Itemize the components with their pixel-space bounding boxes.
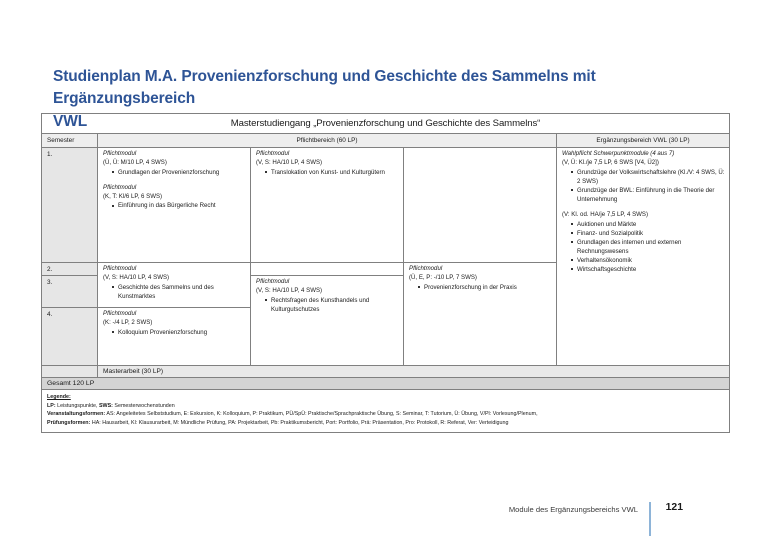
gesamt-row xyxy=(42,378,730,390)
cell-sem3-col2 xyxy=(251,276,404,366)
legend-label-lp: LP: xyxy=(47,402,56,409)
module-group xyxy=(256,278,399,314)
footer-section-label: Module des Ergänzungsbereichs VWL xyxy=(508,505,638,514)
list-item: Wirtschaftsgeschichte xyxy=(571,265,725,274)
study-plan-table xyxy=(41,113,730,433)
table-row xyxy=(42,148,730,263)
module-item-list xyxy=(103,328,246,337)
cell-sem1-col2 xyxy=(251,148,404,263)
legend-heading: Legende: xyxy=(47,394,71,400)
module-code: (V, Ü: Kl./je 7,5 LP, 6 SWS [V4, Ü2]) xyxy=(562,158,659,166)
module-group xyxy=(409,265,552,292)
module-item-list xyxy=(256,296,399,314)
semester-blank-cell xyxy=(42,366,98,378)
legend-text-sws: Semesterwochenstunden xyxy=(112,402,175,409)
semester-label-3: 3. xyxy=(42,276,98,308)
module-item-list xyxy=(562,220,725,274)
table-header-row xyxy=(42,134,730,148)
cell-sem4-col1 xyxy=(98,308,251,366)
module-code: (V, S: HA/10 LP, 4 SWS) xyxy=(256,158,323,166)
legend-line-veranstaltungsformen xyxy=(47,410,724,419)
module-group xyxy=(562,150,725,204)
legend-label-veranstaltungsformen: Veranstaltungsformen: xyxy=(47,411,106,418)
module-group xyxy=(103,150,246,177)
legend-row xyxy=(42,390,730,433)
module-group xyxy=(103,184,246,211)
module-group xyxy=(562,211,725,274)
module-code: (Ü, Ü: M/10 LP, 4 SWS) xyxy=(103,158,167,166)
module-title: Pflichtmodul xyxy=(103,265,137,272)
list-item: Geschichte des Sammelns und des Kunstmarktes xyxy=(112,283,246,301)
module-item-list xyxy=(256,168,399,177)
list-item: Auktionen und Märkte xyxy=(571,220,725,229)
table-banner-row xyxy=(42,114,730,134)
study-plan-table-wrapper xyxy=(41,113,729,433)
list-item: Grundlagen des internen und externen Rechnungswesens xyxy=(571,238,725,256)
module-code: (Ü, E, P: -/10 LP, 7 SWS) xyxy=(409,273,477,281)
semester-label-4: 4. xyxy=(42,308,98,366)
column-header-pflichtbereich: Pflichtbereich (60 LP) xyxy=(98,134,557,148)
semester-label-2: 2. xyxy=(42,263,98,276)
module-item-list xyxy=(103,283,246,301)
module-title: Pflichtmodul xyxy=(103,310,137,317)
list-item: Kolloquium Provenienzforschung xyxy=(112,328,246,337)
module-code: (V, S: HA/10 LP, 4 SWS) xyxy=(256,286,323,294)
page-title-line2: VWL xyxy=(53,112,88,130)
cell-sem2-col2 xyxy=(251,263,404,276)
module-title: Wahlpflicht Schwerpunktmodule (4 aus 7) xyxy=(562,150,675,157)
module-item-list xyxy=(562,168,725,204)
list-item: Grundzüge der BWL: Einführung in die Theorie der Unternehmung xyxy=(571,186,725,204)
module-code: (K: -/4 LP, 2 SWS) xyxy=(103,318,153,326)
module-title: Pflichtmodul xyxy=(256,278,290,285)
legend-text-veranstaltungsformen: AS: Angeleitetes Selbststudium, E: Exkursion, K: Kolloquium, P: Praktikum, PÜ/SpÜ: Praktische/Sprachpraktische Übung, S: Seminar, T: Tutorium, Ü: Übung, V/Pl: Vorlesung/Plenum, xyxy=(105,411,538,418)
module-item-list xyxy=(409,283,552,292)
legend-line-abbrev xyxy=(47,402,724,411)
gesamt-label: Gesamt 120 LP xyxy=(42,378,730,390)
module-group xyxy=(256,150,399,177)
legend-text-pruefungsformen: HA: Hausarbeit, Kl: Klausurarbeit, M: Mündliche Prüfung, PA: Projektarbeit, Pb: Praktikumsbericht, Port: Portfolio, Prä: Präsentation, Pro: Protokoll, R: Referat, Ver: Verteidigung xyxy=(90,419,509,426)
list-item: Provenienzforschung in der Praxis xyxy=(418,283,552,292)
list-item: Grundzüge der Volkswirtschaftslehre (Kl./V: 4 SWS, Ü: 2 SWS) xyxy=(571,168,725,186)
page-title-line1: Studienplan M.A. Provenienzforschung und Geschichte des Sammelns mit Ergänzungsbereich xyxy=(53,68,596,108)
module-title: Pflichtmodul xyxy=(409,265,443,272)
module-title: Pflichtmodul xyxy=(256,150,290,157)
semester-label-1: 1. xyxy=(42,148,98,263)
footer-divider xyxy=(649,502,651,536)
module-title: Pflichtmodul xyxy=(103,150,137,157)
legend-line-pruefungsformen xyxy=(47,419,724,428)
module-group xyxy=(103,265,246,301)
cell-sem2-col3 xyxy=(404,263,557,366)
masterarbeit-label: Masterarbeit (30 LP) xyxy=(98,366,730,378)
list-item: Rechtsfragen des Kunsthandels und Kulturgutschutzes xyxy=(265,296,399,314)
module-item-list xyxy=(103,168,246,177)
list-item: Finanz- und Sozialpolitik xyxy=(571,229,725,238)
cell-vwl-ergaenzungsbereich xyxy=(557,148,730,366)
list-item: Verhaltensökonomik xyxy=(571,256,725,265)
page-footer xyxy=(0,500,768,532)
legend-text-lp: Leistungspunkte, xyxy=(55,402,99,409)
list-item: Grundlagen der Provenienzforschung xyxy=(112,168,246,177)
cell-sem1-col1 xyxy=(98,148,251,263)
module-code: (V, S: HA/10 LP, 4 SWS) xyxy=(103,273,170,281)
module-code: (V: Kl. od. HA/je 7,5 LP, 4 SWS) xyxy=(562,210,649,218)
module-code: (K, T: Kl/6 LP, 6 SWS) xyxy=(103,192,163,200)
module-group xyxy=(103,310,246,337)
column-header-ergaenzungsbereich: Ergänzungsbereich VWL (30 LP) xyxy=(557,134,730,148)
cell-sem1-col3 xyxy=(404,148,557,263)
module-title: Pflichtmodul xyxy=(103,183,137,191)
cell-sem2-col1 xyxy=(98,263,251,308)
legend-block xyxy=(42,390,730,433)
list-item: Einführung in das Bürgerliche Recht xyxy=(112,201,246,210)
footer-page-number: 121 xyxy=(665,502,683,513)
legend-label-sws: SWS: xyxy=(98,402,113,409)
list-item: Translokation von Kunst- und Kulturgütern xyxy=(265,168,399,177)
module-item-list xyxy=(103,201,246,210)
column-header-semester: Semester xyxy=(42,134,98,148)
table-banner: Masterstudiengang „Provenienzforschung und Geschichte des Sammelns“ xyxy=(42,114,730,134)
masterarbeit-row xyxy=(42,366,730,378)
legend-label-pruefungsformen: Prüfungsformen: xyxy=(47,419,91,426)
